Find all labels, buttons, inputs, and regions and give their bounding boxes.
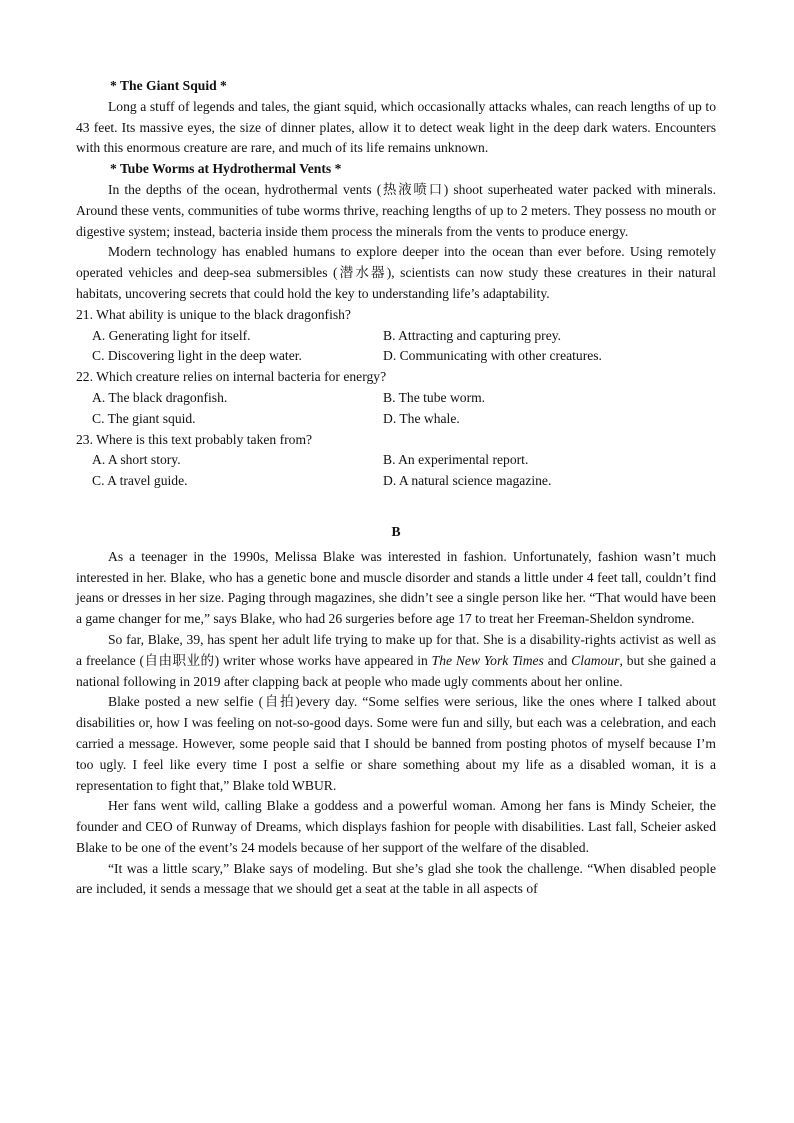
option-a: A. Generating light for itself. — [92, 327, 251, 343]
question-stem: 22. Which creature relies on internal bacteria for energy? — [76, 369, 387, 385]
option-b: B. The tube worm. — [383, 389, 486, 405]
paragraph-text: , but she gained a national following in 2019 after clapping back at people who made ugly comments about her online. — [76, 652, 716, 689]
publication-title-nyt: The New York Times — [431, 652, 544, 668]
modern-technology-paragraph: Modern technology has enabled humans to explore deeper into the ocean than ever before. Using remotely operated vehicles and deep-sea submersibles (潜水器), scientists can now study these creatures in their natural habitats, uncovering secrets that could hold the key to understanding life’s adaptability. — [76, 244, 716, 301]
option-d: D. The whale. — [383, 410, 460, 426]
option-c: C. The giant squid. — [92, 410, 196, 426]
option-b: B. An experimental report. — [383, 452, 529, 468]
option-d: D. Communicating with other creatures. — [383, 348, 602, 364]
option-b: B. Attracting and capturing prey. — [383, 327, 562, 343]
option-d: D. A natural science magazine. — [383, 473, 552, 489]
question-23 — [76, 430, 716, 492]
passage-b-paragraph-1: As a teenager in the 1990s, Melissa Blake was interested in fashion. Unfortunately, fashion wasn’t much interested in her. Blake, who has a genetic bone and muscle disorder and stands a little under 4 feet tall, couldn’t find jeans or dresses in her size. Paging through magazines, she didn’t see a single person like her. “That would have been a game changer for me,” says Blake, who had 26 surgeries before age 17 to treat her Freeman-Sheldon syndrome. — [76, 548, 716, 627]
giant-squid-paragraph: Long a stuff of legends and tales, the giant squid, which occasionally attacks whales, can reach lengths of up to 43 feet. Its massive eyes, the size of dinner plates, allow it to detect weak light in the deep dark waters. Encounters with this enormous creature are rare, and much of its life remains unknown. — [76, 98, 716, 156]
answer-options — [76, 326, 716, 368]
document-page — [76, 76, 716, 900]
giant-squid-heading: * The Giant Squid * — [110, 78, 227, 93]
answer-options — [76, 450, 716, 492]
option-c: C. Discovering light in the deep water. — [92, 348, 302, 364]
question-21 — [76, 305, 716, 367]
passage-b-paragraph-5: “It was a little scary,” Blake says of modeling. But she’s glad she took the challenge. “When disabled people are included, it sends a message that we should get a seat at the table in all aspects of — [76, 860, 716, 897]
section-b-label: B — [391, 523, 401, 539]
option-a: A. The black dragonfish. — [92, 389, 228, 405]
passage-b-paragraph-2 — [76, 630, 716, 692]
answer-options — [76, 388, 716, 430]
option-a: A. A short story. — [92, 452, 181, 468]
question-stem: 23. Where is this text probably taken from? — [76, 431, 313, 447]
paragraph-text: and — [543, 652, 572, 668]
option-c: C. A travel guide. — [92, 473, 188, 489]
tube-worms-paragraph: In the depths of the ocean, hydrothermal vents (热液喷口) shoot superheated water packed with minerals. Around these vents, communities of tube worms thrive, reaching lengths of up to 2 meters. They possess no mouth or digestive system; instead, bacteria inside them process the minerals from the vents to produce energy. — [76, 181, 716, 239]
passage-b-paragraph-3: Blake posted a new selfie (自拍)every day. “Some selfies were serious, like the ones where I talked about disabilities or, how I was feeling on not-so-good days. Some were fun and silly, but each was a celebration, and each carried a message. However, some people said that I should be banned from posting photos of myself because I’m too ugly. I feel like every time I post a selfie or share something about my life as a disabled woman, it is a representation to fight that,” Blake told WBUR. — [76, 694, 716, 793]
question-22 — [76, 367, 716, 429]
tube-worms-heading: * Tube Worms at Hydrothermal Vents * — [110, 161, 342, 177]
paragraph-text: So far, Blake, 39, has spent her adult life trying to make up for that. She is a disability-rights activist as well as a freelance (自由职业的) writer whose works have appeared in — [76, 631, 716, 668]
publication-title-glamour: Clamour — [571, 652, 620, 668]
passage-b-paragraph-4: Her fans went wild, calling Blake a goddess and a powerful woman. Among her fans is Mindy Scheier, the founder and CEO of Runway of Dreams, which displays fashion for people with disabilities. Last fall, Scheier asked Blake to be one of the event’s 24 models because of her support of the welfare of the disabled. — [76, 798, 716, 855]
question-stem: 21. What ability is unique to the black dragonfish? — [76, 306, 351, 322]
